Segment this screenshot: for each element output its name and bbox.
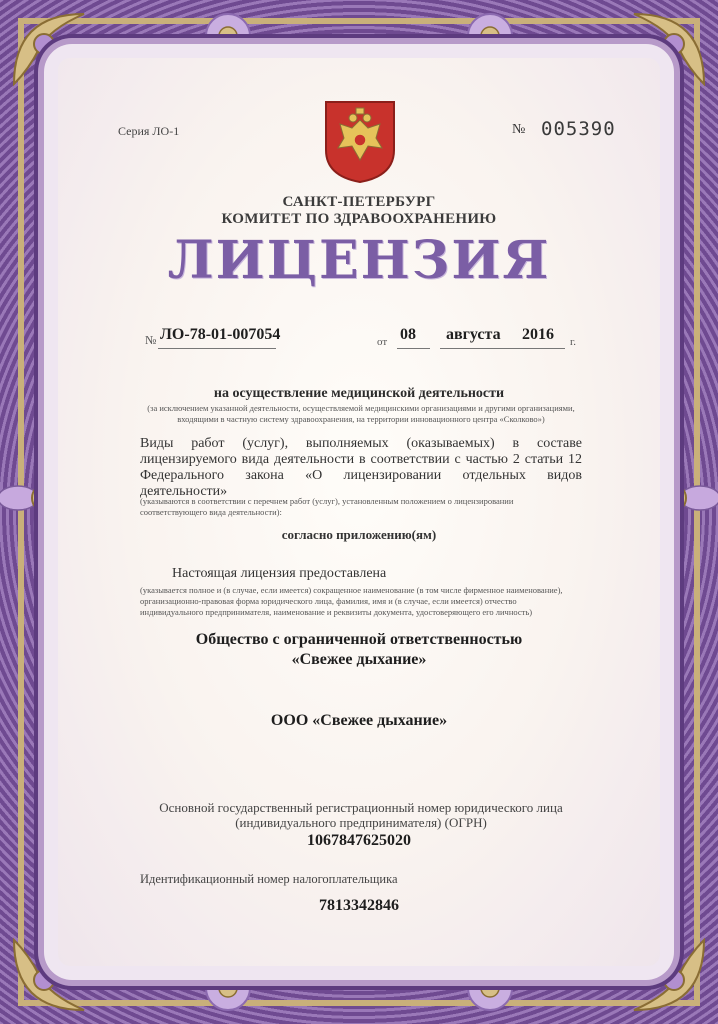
works-note: (указываются в соответствии с перечнем работ (услуг), установленным положением о лицензировании соответствующего вида деятельности): [140,496,514,517]
serial-number: 005390 [541,118,616,140]
committee-heading: КОМИТЕТ ПО ЗДРАВООХРАНЕНИЮ [221,211,497,227]
inn-label: Идентификационный номер налогоплательщика [140,872,398,886]
underline [397,348,430,349]
number-sign: № [512,122,526,137]
document-title: ЛИЦЕНЗИЯ [167,230,551,291]
underline [440,348,565,349]
reg-number-sign: № [145,333,157,347]
organization-short-name: ООО «Свежее дыхание» [270,712,448,729]
city-heading: САНКТ-ПЕТЕРБУРГ [282,194,436,210]
org-full-line1: Общество с ограниченной ответственностью [195,631,523,648]
date-day: 08 [400,326,416,343]
granted-text: Настоящая лицензия предоставлена [172,566,387,581]
license-number: ЛО-78-01-007054 [160,326,281,343]
activity-note: (за исключением указанной деятельности, осуществляемой медицинскими организациями и другими организациями, входящими в частную систему здравоохранения, на территории инновационного центра «Сколково») [147,403,575,424]
date-year: 2016 [522,326,554,343]
ogrn-label: Основной государственный регистрационный номер юридического лица (индивидуального предпринимателя) (ОГРН) [159,800,563,830]
activity-type: на осуществление медицинской деятельности [213,386,505,401]
granted-note: (указывается полное и (в случае, если имеется) сокращенное наименование (в том числе фирменное наименование), организационно-правовая форма юридического лица, фамилия, имя и (в случае, если имеется) отчество индивидуального предпринимателя, наименование и реквизиты документа, удостоверяющего его личность) [140,585,563,617]
inn-number: 7813342846 [319,897,399,914]
ogrn-number: 1067847625020 [307,832,411,849]
date-suffix: г. [570,336,577,348]
org-full-line2: «Свежее дыхание» [291,651,427,668]
per-appendix: согласно приложению(ям) [281,527,437,542]
works-text: Виды работ (услуг), выполняемых (оказываемых) в составе лицензируемого вида деятельности в соответствии с частью 2 статьи 12 Федерального закона «О лицензировании отдельных видов деятельности» [140,436,582,499]
organization-full-name [0,630,718,670]
date-from-label: от [377,336,388,348]
underline [158,348,276,349]
date-month: августа [446,326,501,343]
series-label: Серия ЛО-1 [118,124,180,138]
coat-of-arms-icon [322,98,398,184]
